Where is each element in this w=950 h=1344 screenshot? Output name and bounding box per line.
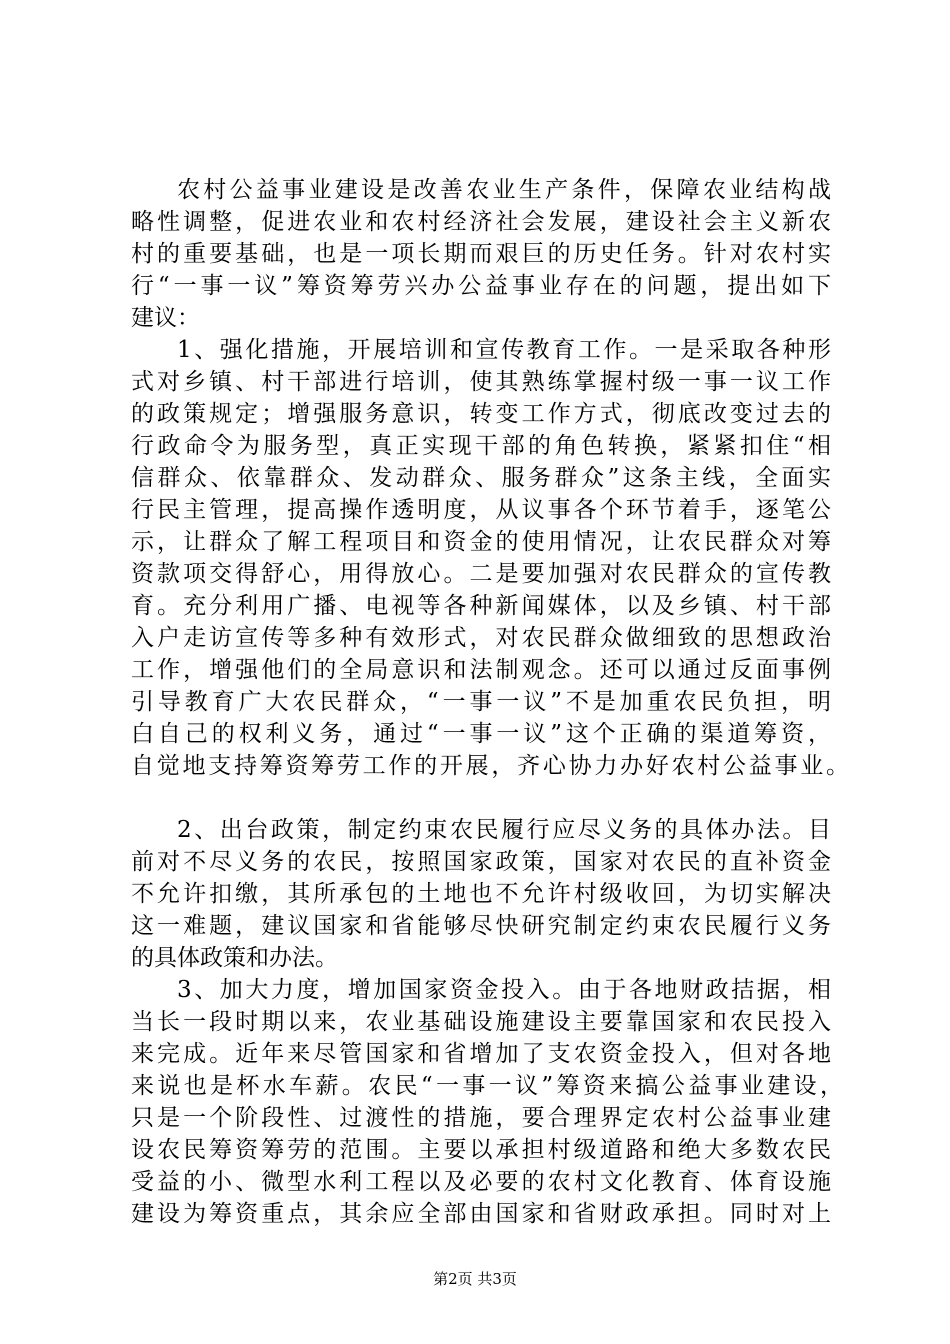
paragraph-2-line-4: 行政命令为服务型，真正实现干部的角色转换，紧紧扣住“相 (131, 433, 831, 459)
paragraph-2-line-5: 信群众、依靠群众、发动群众、服务群众”这条主线，全面实 (131, 465, 831, 491)
paragraph-4-line-3: 来完成。近年来尽管国家和省增加了支农资金投入，但对各地 (131, 1041, 831, 1067)
paragraph-2-line-1: 1、强化措施，开展培训和宣传教育工作。一是采取各种形 (177, 337, 831, 363)
paragraph-2-line-8: 资款项交得舒心，用得放心。二是要加强对农民群众的宣传教 (131, 561, 831, 587)
paragraph-1-line-1: 农村公益事业建设是改善农业生产条件，保障农业结构战 (177, 177, 831, 203)
paragraph-1-line-4: 行“一事一议”筹资筹劳兴办公益事业存在的问题，提出如下 (131, 273, 831, 299)
paragraph-spacer (131, 782, 831, 814)
document-body (131, 174, 849, 1230)
paragraph-4-line-2: 当长一段时期以来，农业基础设施建设主要靠国家和农民投入 (131, 1009, 831, 1035)
paragraph-2-line-12: 引导教育广大农民群众，“一事一议”不是加重农民负担，明 (131, 689, 831, 715)
paragraph-2-line-10: 入户走访宣传等多种有效形式，对农民群众做细致的思想政治 (131, 625, 831, 651)
paragraph-2-line-11: 工作，增强他们的全局意识和法制观念。还可以通过反面事例 (131, 657, 831, 683)
paragraph-1-line-2: 略性调整，促进农业和农村经济社会发展，建设社会主义新农 (131, 209, 831, 235)
paragraph-4-line-5: 只是一个阶段性、过渡性的措施，要合理界定农村公益事业建 (131, 1105, 831, 1131)
paragraph-3-line-2: 前对不尽义务的农民，按照国家政策，国家对农民的直补资金 (131, 849, 831, 875)
paragraph-2-line-13: 白自己的权利义务，通过“一事一议”这个正确的渠道筹资， (131, 721, 831, 747)
paragraph-4-line-8: 建设为筹资重点，其余应全部由国家和省财政承担。同时对上 (131, 1201, 831, 1227)
paragraph-4-line-6: 设农民筹资筹劳的范围。主要以承担村级道路和绝大多数农民 (131, 1137, 831, 1163)
paragraph-4-line-4: 来说也是杯水车薪。农民“一事一议”筹资来搞公益事业建设， (131, 1073, 843, 1099)
paragraph-3-line-3: 不允许扣缴，其所承包的土地也不允许村级收回，为切实解决 (131, 881, 831, 907)
paragraph-1-line-3: 村的重要基础，也是一项长期而艰巨的历史任务。针对农村实 (131, 241, 831, 267)
paragraph-4-line-1: 3、加大力度，增加国家资金投入。由于各地财政拮据，相 (177, 977, 831, 1003)
paragraph-2-line-6: 行民主管理，提高操作透明度，从议事各个环节着手，逐笔公 (131, 497, 831, 523)
paragraph-3-line-5: 的具体政策和办法。 (131, 945, 338, 971)
paragraph-2-line-14: 自觉地支持筹资筹劳工作的开展，齐心协力办好农村公益事业。 (131, 753, 849, 779)
paragraph-2-line-2: 式对乡镇、村干部进行培训，使其熟练掌握村级一事一议工作 (131, 369, 831, 395)
paragraph-4-line-7: 受益的小、微型水利工程以及必要的农村文化教育、体育设施 (131, 1169, 831, 1195)
paragraph-3-line-1: 2、出台政策，制定约束农民履行应尽义务的具体办法。目 (177, 817, 831, 843)
paragraph-2-line-9: 育。充分利用广播、电视等各种新闻媒体，以及乡镇、村干部 (131, 593, 831, 619)
paragraph-1-line-5: 建议： (131, 305, 200, 331)
paragraph-3-line-4: 这一难题，建议国家和省能够尽快研究制定约束农民履行义务 (131, 913, 831, 939)
paragraph-2-line-7: 示，让群众了解工程项目和资金的使用情况，让农民群众对筹 (131, 529, 831, 555)
page-number-footer: 第2页 共3页 (433, 1270, 517, 1288)
paragraph-2-line-3: 的政策规定；增强服务意识，转变工作方式，彻底改变过去的 (131, 401, 831, 427)
